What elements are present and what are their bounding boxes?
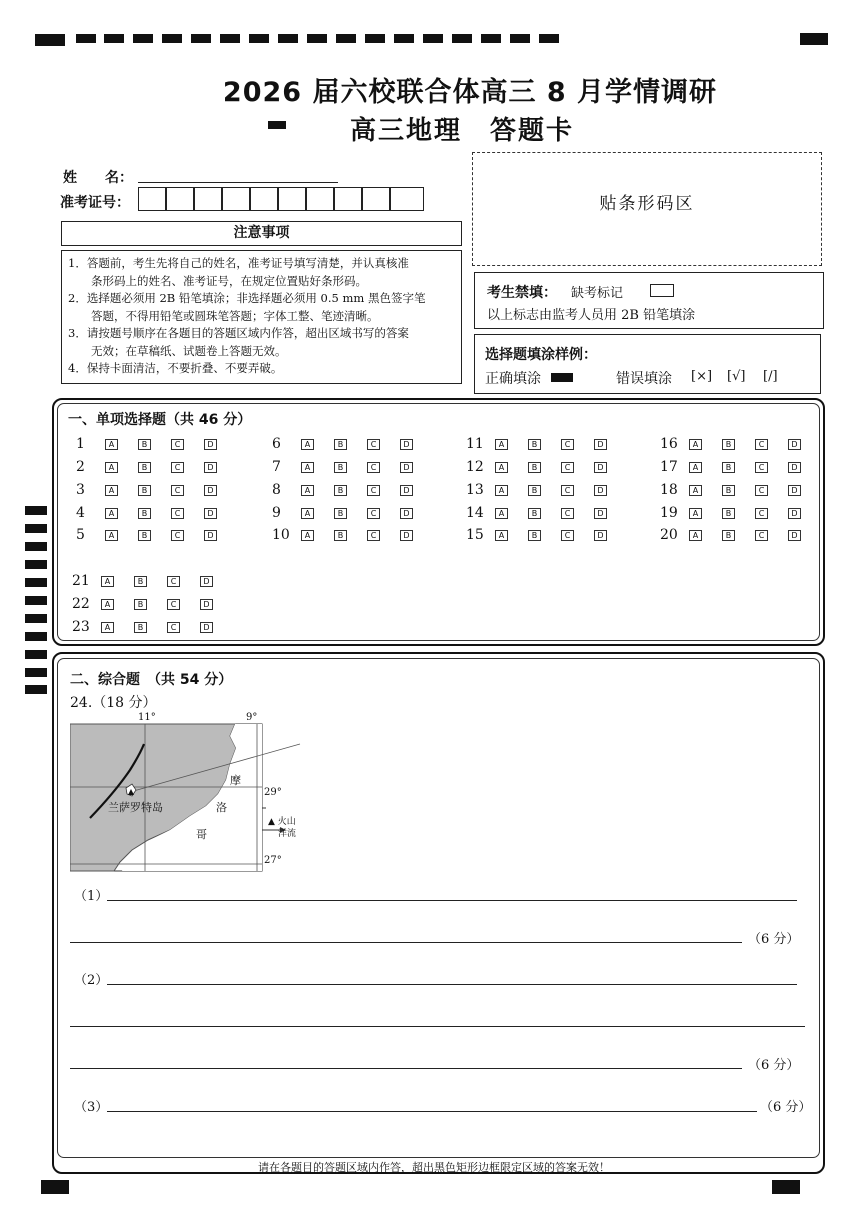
option-bubble-c[interactable]: C bbox=[755, 485, 768, 496]
timing-mark bbox=[25, 650, 47, 659]
option-bubble-c[interactable]: C bbox=[171, 508, 184, 519]
timing-mark bbox=[25, 668, 47, 677]
option-bubble-b[interactable]: B bbox=[528, 462, 541, 473]
option-bubble-c[interactable]: C bbox=[561, 530, 574, 541]
exam-id-boxes[interactable] bbox=[138, 187, 424, 211]
map-label-ge: 哥 bbox=[196, 828, 207, 841]
id-digit-box[interactable] bbox=[390, 187, 424, 211]
sub1-label: （1） bbox=[74, 889, 109, 904]
option-bubble-d[interactable]: D bbox=[788, 485, 801, 496]
option-bubble-a[interactable]: A bbox=[301, 462, 314, 473]
barcode-label: 贴条形码区 bbox=[599, 194, 695, 214]
map-legend-volcano: ▲ 火山 bbox=[268, 817, 296, 827]
wrong-mark-slash: [/] bbox=[763, 369, 778, 384]
question-number: 6 bbox=[272, 436, 281, 452]
timing-mark bbox=[423, 34, 443, 43]
notice-line: 1．答题前，考生先将自己的姓名，准考证号填写清楚，并认真核准 bbox=[68, 256, 409, 270]
map-label-luo: 洛 bbox=[216, 801, 227, 814]
option-bubble-b[interactable]: B bbox=[134, 622, 147, 633]
map-figure bbox=[70, 712, 302, 874]
question-number: 13 bbox=[466, 482, 484, 498]
timing-mark bbox=[25, 596, 47, 605]
option-bubble-a[interactable]: A bbox=[495, 485, 508, 496]
answer-line[interactable] bbox=[107, 984, 797, 985]
forbidden-note: 以上标志由监考人员用 2B 铅笔填涂 bbox=[487, 308, 696, 323]
timing-mark bbox=[191, 34, 211, 43]
option-bubble-c[interactable]: C bbox=[167, 622, 180, 633]
corner-mark bbox=[800, 33, 828, 45]
option-bubble-b[interactable]: B bbox=[138, 508, 151, 519]
id-digit-box[interactable] bbox=[194, 187, 222, 211]
page-subtitle: 高三地理 答题卡 bbox=[350, 116, 575, 146]
notice-line: 4．保持卡面清洁，不要折叠、不要弄破。 bbox=[68, 361, 283, 375]
timing-mark bbox=[35, 34, 65, 46]
option-bubble-d[interactable]: D bbox=[400, 439, 413, 450]
map-lon-left: 11° bbox=[138, 712, 156, 723]
option-bubble-a[interactable]: A bbox=[689, 530, 702, 541]
option-bubble-a[interactable]: A bbox=[495, 439, 508, 450]
option-bubble-c[interactable]: C bbox=[167, 599, 180, 610]
option-bubble-d[interactable]: D bbox=[788, 439, 801, 450]
option-bubble-a[interactable]: A bbox=[101, 622, 114, 633]
forbidden-label: 考生禁填： bbox=[487, 285, 557, 301]
option-bubble-d[interactable]: D bbox=[594, 485, 607, 496]
option-bubble-c[interactable]: C bbox=[171, 485, 184, 496]
option-bubble-a[interactable]: A bbox=[101, 599, 114, 610]
option-bubble-a[interactable]: A bbox=[105, 462, 118, 473]
timing-mark bbox=[481, 34, 501, 43]
option-bubble-b[interactable]: B bbox=[722, 508, 735, 519]
q24-label: 24.（18 分） bbox=[70, 695, 157, 711]
option-bubble-b[interactable]: B bbox=[134, 599, 147, 610]
id-digit-box[interactable] bbox=[138, 187, 166, 211]
option-bubble-b[interactable]: B bbox=[134, 576, 147, 587]
option-bubble-d[interactable]: D bbox=[594, 462, 607, 473]
sub2-score: （6 分） bbox=[748, 1058, 800, 1073]
option-bubble-b[interactable]: B bbox=[722, 439, 735, 450]
question-number: 7 bbox=[272, 459, 281, 475]
option-bubble-a[interactable]: A bbox=[689, 485, 702, 496]
timing-mark bbox=[104, 34, 124, 43]
option-bubble-c[interactable]: C bbox=[367, 462, 380, 473]
option-bubble-c[interactable]: C bbox=[167, 576, 180, 587]
option-bubble-b[interactable]: B bbox=[528, 508, 541, 519]
id-digit-box[interactable] bbox=[250, 187, 278, 211]
map-lat-top: 29° bbox=[264, 787, 282, 798]
option-bubble-a[interactable]: A bbox=[105, 485, 118, 496]
notice-line: 2．选择题必须用 2B 铅笔填涂；非选择题必须用 0.5 mm 黑色签字笔 bbox=[68, 291, 426, 305]
timing-mark bbox=[162, 34, 182, 43]
timing-mark bbox=[510, 34, 530, 43]
option-bubble-a[interactable]: A bbox=[689, 462, 702, 473]
option-bubble-d[interactable]: D bbox=[200, 576, 213, 587]
option-bubble-c[interactable]: C bbox=[755, 508, 768, 519]
option-bubble-c[interactable]: C bbox=[755, 439, 768, 450]
timing-mark bbox=[539, 34, 559, 43]
wrong-mark-check: [√] bbox=[727, 369, 746, 384]
answer-line[interactable] bbox=[70, 1068, 742, 1069]
correct-fill-mark bbox=[551, 373, 573, 382]
timing-mark bbox=[25, 614, 47, 623]
timing-mark bbox=[394, 34, 414, 43]
question-number: 2 bbox=[76, 459, 85, 475]
option-bubble-a[interactable]: A bbox=[301, 530, 314, 541]
notice-line: 3．请按题号顺序在各题目的答题区域内作答，超出区域书写的答案 bbox=[68, 326, 409, 340]
notice-box bbox=[61, 250, 462, 384]
option-bubble-d[interactable]: D bbox=[788, 530, 801, 541]
option-bubble-a[interactable]: A bbox=[689, 439, 702, 450]
sub3-score: （6 分） bbox=[760, 1100, 812, 1115]
option-bubble-a[interactable]: A bbox=[105, 508, 118, 519]
timing-mark bbox=[76, 34, 96, 43]
answer-line[interactable] bbox=[107, 1111, 757, 1112]
option-bubble-c[interactable]: C bbox=[755, 530, 768, 541]
option-bubble-d[interactable]: D bbox=[400, 462, 413, 473]
timing-mark bbox=[365, 34, 385, 43]
option-bubble-c[interactable]: C bbox=[367, 485, 380, 496]
question-number: 9 bbox=[272, 505, 281, 521]
option-bubble-d[interactable]: D bbox=[204, 439, 217, 450]
option-bubble-b[interactable]: B bbox=[334, 439, 347, 450]
id-digit-box[interactable] bbox=[362, 187, 390, 211]
option-bubble-a[interactable]: A bbox=[495, 462, 508, 473]
sub3-label: （3） bbox=[74, 1100, 109, 1115]
option-bubble-d[interactable]: D bbox=[788, 508, 801, 519]
option-bubble-c[interactable]: C bbox=[755, 462, 768, 473]
notice-line: 无效；在草稿纸、试题卷上答题无效。 bbox=[68, 343, 287, 358]
id-digit-box[interactable] bbox=[278, 187, 306, 211]
map-island-label: 兰萨罗特岛 bbox=[108, 801, 163, 814]
wrong-fill-label: 错误填涂 bbox=[616, 371, 672, 387]
option-bubble-d[interactable]: D bbox=[400, 530, 413, 541]
footer-note: 请在各题目的答题区域内作答，超出黑色矩形边框限定区域的答案无效！ bbox=[258, 1161, 610, 1174]
name-field[interactable] bbox=[138, 182, 338, 183]
option-bubble-b[interactable]: B bbox=[528, 530, 541, 541]
question-number: 23 bbox=[72, 619, 90, 635]
option-bubble-b[interactable]: B bbox=[138, 485, 151, 496]
answer-line[interactable] bbox=[107, 900, 797, 901]
option-bubble-b[interactable]: B bbox=[334, 508, 347, 519]
timing-mark bbox=[25, 685, 47, 694]
question-number: 10 bbox=[272, 527, 290, 543]
question-number: 16 bbox=[660, 436, 678, 452]
answer-line[interactable] bbox=[70, 942, 742, 943]
option-bubble-b[interactable]: B bbox=[722, 462, 735, 473]
map-lon-right: 9° bbox=[246, 712, 258, 723]
timing-mark bbox=[25, 560, 47, 569]
option-bubble-c[interactable]: C bbox=[171, 439, 184, 450]
option-bubble-b[interactable]: B bbox=[334, 530, 347, 541]
option-bubble-b[interactable]: B bbox=[334, 462, 347, 473]
option-bubble-c[interactable]: C bbox=[367, 530, 380, 541]
forbidden-box bbox=[474, 272, 824, 329]
sub1-score: （6 分） bbox=[748, 932, 800, 947]
option-bubble-a[interactable]: A bbox=[301, 439, 314, 450]
fill-sample-box bbox=[474, 334, 821, 394]
page-marker bbox=[268, 121, 286, 129]
option-bubble-c[interactable]: C bbox=[171, 530, 184, 541]
option-bubble-d[interactable]: D bbox=[204, 462, 217, 473]
id-digit-box[interactable] bbox=[222, 187, 250, 211]
option-bubble-c[interactable]: C bbox=[561, 439, 574, 450]
correct-fill-label: 正确填涂 bbox=[485, 371, 541, 387]
notice-line: 条形码上的姓名、准考证号，在规定位置贴好条形码。 bbox=[68, 273, 367, 288]
barcode-area bbox=[472, 152, 822, 266]
absent-mark-box[interactable] bbox=[650, 284, 674, 297]
option-bubble-a[interactable]: A bbox=[105, 439, 118, 450]
option-bubble-d[interactable]: D bbox=[200, 599, 213, 610]
option-bubble-c[interactable]: C bbox=[367, 439, 380, 450]
timing-mark bbox=[133, 34, 153, 43]
page-title: 2026 届六校联合体高三 8 月学情调研 bbox=[222, 77, 718, 108]
question-number: 14 bbox=[466, 505, 484, 521]
option-bubble-a[interactable]: A bbox=[495, 530, 508, 541]
option-bubble-d[interactable]: D bbox=[204, 485, 217, 496]
timing-mark bbox=[25, 632, 47, 641]
timing-mark bbox=[249, 34, 269, 43]
timing-mark bbox=[452, 34, 472, 43]
question-number: 19 bbox=[660, 505, 678, 521]
timing-mark bbox=[336, 34, 356, 43]
question-number: 3 bbox=[76, 482, 85, 498]
section2-heading: 二、综合题 （共 54 分） bbox=[70, 672, 233, 688]
option-bubble-d[interactable]: D bbox=[594, 439, 607, 450]
timing-mark bbox=[220, 34, 240, 43]
question-number: 4 bbox=[76, 505, 85, 521]
corner-mark bbox=[41, 1180, 69, 1194]
notice-line: 答题，不得用铅笔或圆珠笔答题；字体工整、笔迹清晰。 bbox=[68, 308, 379, 323]
option-bubble-a[interactable]: A bbox=[105, 530, 118, 541]
option-bubble-a[interactable]: A bbox=[495, 508, 508, 519]
name-label: 姓 名： bbox=[63, 170, 133, 186]
question-number: 8 bbox=[272, 482, 281, 498]
option-bubble-b[interactable]: B bbox=[722, 485, 735, 496]
option-bubble-c[interactable]: C bbox=[561, 485, 574, 496]
question-number: 11 bbox=[466, 436, 484, 452]
corner-mark bbox=[772, 1180, 800, 1194]
question-number: 12 bbox=[466, 459, 484, 475]
option-bubble-d[interactable]: D bbox=[204, 508, 217, 519]
option-bubble-a[interactable]: A bbox=[301, 508, 314, 519]
option-bubble-b[interactable]: B bbox=[528, 439, 541, 450]
option-bubble-d[interactable]: D bbox=[594, 508, 607, 519]
section1-heading: 一、单项选择题（共 46 分） bbox=[68, 412, 252, 428]
option-bubble-d[interactable]: D bbox=[400, 508, 413, 519]
option-bubble-c[interactable]: C bbox=[171, 462, 184, 473]
map-lat-bottom: 27° bbox=[264, 855, 282, 866]
question-number: 5 bbox=[76, 527, 85, 543]
question-number: 1 bbox=[76, 436, 85, 452]
question-number: 17 bbox=[660, 459, 678, 475]
question-number: 20 bbox=[660, 527, 678, 543]
option-bubble-b[interactable]: B bbox=[334, 485, 347, 496]
option-bubble-b[interactable]: B bbox=[138, 530, 151, 541]
option-bubble-c[interactable]: C bbox=[561, 508, 574, 519]
timing-mark bbox=[307, 34, 327, 43]
id-digit-box[interactable] bbox=[306, 187, 334, 211]
option-bubble-a[interactable]: A bbox=[689, 508, 702, 519]
exam-id-label: 准考证号： bbox=[60, 195, 130, 211]
timing-mark bbox=[278, 34, 298, 43]
question-number: 15 bbox=[466, 527, 484, 543]
answer-line[interactable] bbox=[70, 1026, 805, 1027]
option-bubble-b[interactable]: B bbox=[528, 485, 541, 496]
notice-heading-box bbox=[61, 221, 462, 246]
question-number: 22 bbox=[72, 596, 90, 612]
sub2-label: （2） bbox=[74, 973, 109, 988]
option-bubble-c[interactable]: C bbox=[561, 462, 574, 473]
option-bubble-d[interactable]: D bbox=[400, 485, 413, 496]
option-bubble-d[interactable]: D bbox=[204, 530, 217, 541]
notice-heading: 注意事项 bbox=[233, 225, 290, 241]
map-label-mo: 摩 bbox=[230, 774, 241, 787]
option-bubble-a[interactable]: A bbox=[101, 576, 114, 587]
option-bubble-d[interactable]: D bbox=[788, 462, 801, 473]
option-bubble-d[interactable]: D bbox=[200, 622, 213, 633]
fill-sample-heading: 选择题填涂样例： bbox=[485, 347, 597, 363]
option-bubble-d[interactable]: D bbox=[594, 530, 607, 541]
option-bubble-c[interactable]: C bbox=[367, 508, 380, 519]
option-bubble-b[interactable]: B bbox=[138, 439, 151, 450]
wrong-mark-cross: [×] bbox=[691, 369, 713, 384]
timing-mark bbox=[25, 578, 47, 587]
map-legend-current: 洋流 bbox=[278, 829, 297, 839]
question-number: 18 bbox=[660, 482, 678, 498]
absent-mark-label: 缺考标记 bbox=[571, 286, 624, 301]
option-bubble-a[interactable]: A bbox=[301, 485, 314, 496]
timing-mark bbox=[25, 542, 47, 551]
option-bubble-b[interactable]: B bbox=[722, 530, 735, 541]
timing-mark bbox=[25, 524, 47, 533]
option-bubble-b[interactable]: B bbox=[138, 462, 151, 473]
id-digit-box[interactable] bbox=[334, 187, 362, 211]
timing-mark bbox=[25, 506, 47, 515]
question-number: 21 bbox=[72, 573, 90, 589]
id-digit-box[interactable] bbox=[166, 187, 194, 211]
